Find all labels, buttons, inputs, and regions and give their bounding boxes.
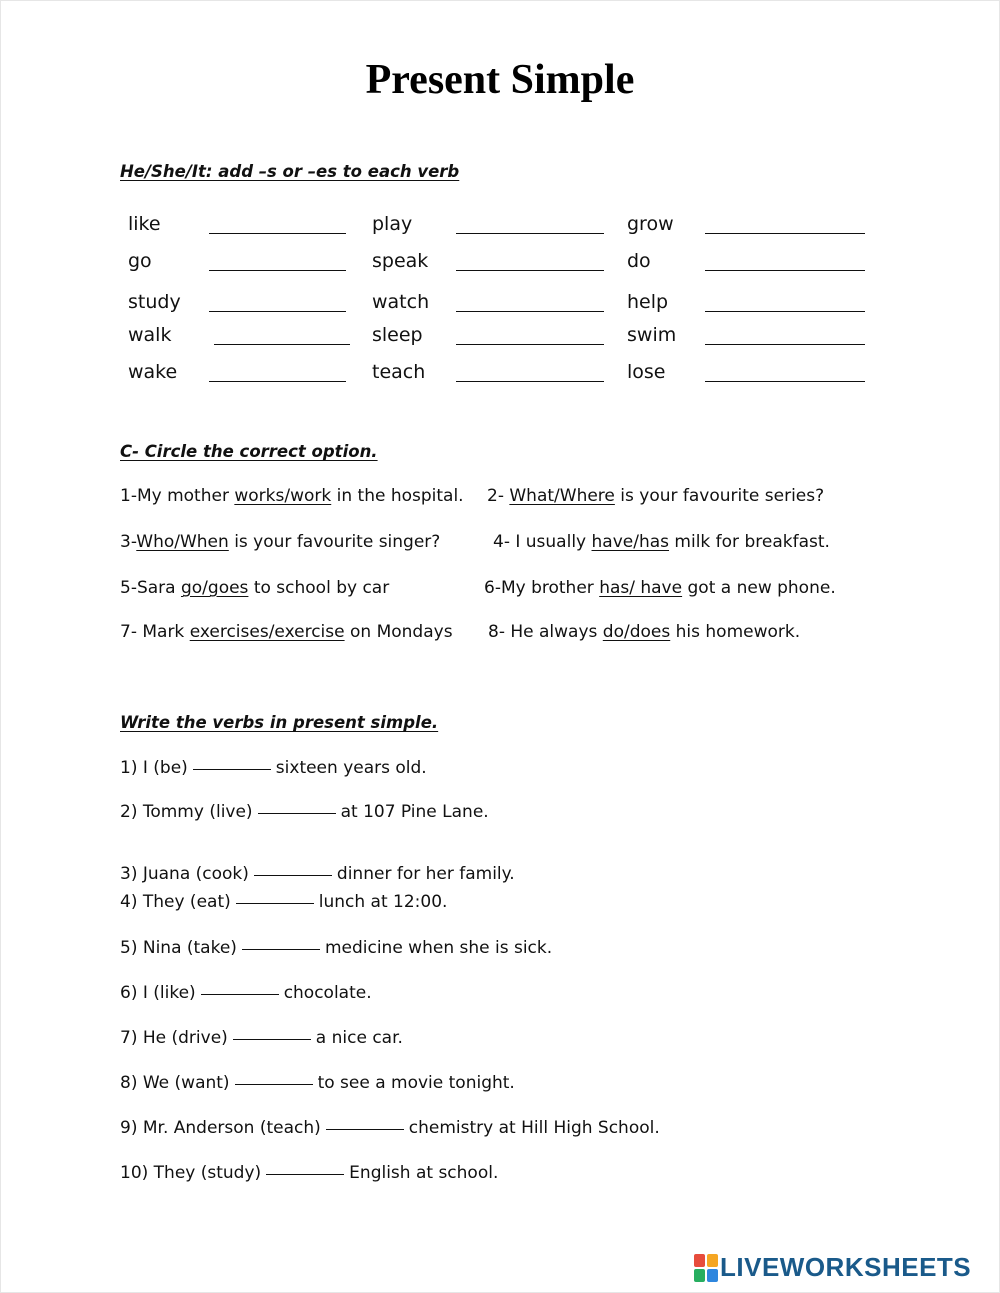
option-item-6-pre: 6-My brother [484,578,600,598]
sentence-2 [120,801,489,823]
verb-sleep: sleep [372,324,423,346]
option-item-2 [487,485,824,507]
option-item-8-choices[interactable]: do/does [602,622,671,642]
option-item-5-choices[interactable]: go/goes [180,578,249,598]
sentence-10-rest: English at school. [349,1163,499,1183]
option-item-3 [120,531,440,553]
sentence-10-prompt: 10) They (study) [120,1163,262,1183]
verb-lose: lose [627,361,666,383]
option-item-2-choices[interactable]: What/Where [509,486,615,506]
sentence-7-blank[interactable] [233,1039,311,1040]
option-item-5 [120,577,389,599]
sentence-8-blank[interactable] [235,1084,313,1085]
sentence-1 [120,757,427,779]
option-item-4-post: milk for breakfast. [669,532,830,552]
option-item-4-pre: 4- I usually [493,532,592,552]
sentence-2-rest: at 107 Pine Lane. [340,802,489,822]
sentence-1-prompt: 1) I (be) [120,758,188,778]
liveworksheets-logo-icon [694,1254,718,1282]
verb-walk: walk [128,324,172,346]
option-item-8-post: his homework. [670,622,801,642]
answer-blank-walk[interactable] [214,344,350,345]
verb-grow: grow [627,213,674,235]
sentence-7 [120,1027,403,1049]
sentence-6 [120,982,372,1004]
liveworksheets-wordmark: LIVEWORKSHEETS [720,1252,972,1282]
answer-blank-play[interactable] [456,233,604,234]
sentence-10 [120,1162,498,1184]
sentence-7-rest: a nice car. [315,1028,403,1048]
sentence-6-rest: chocolate. [283,983,372,1003]
sentence-3-rest: dinner for her family. [336,864,515,884]
answer-blank-go[interactable] [209,270,346,271]
verb-study: study [128,291,181,313]
option-item-1 [120,485,464,507]
answer-blank-sleep[interactable] [456,344,604,345]
option-item-1-choices[interactable]: works/work [234,486,332,506]
sentence-4-blank[interactable] [236,903,314,904]
section2-heading: C- Circle the correct option. [120,442,378,461]
option-item-6-choices[interactable]: has/ have [599,578,683,598]
sentence-2-blank[interactable] [258,813,336,814]
sentence-3-prompt: 3) Juana (cook) [120,864,249,884]
option-item-1-pre: 1-My mother [120,486,235,506]
option-item-7 [120,621,453,643]
option-item-6 [484,577,836,599]
option-item-7-pre: 7- Mark [120,622,190,642]
sentence-8 [120,1072,515,1094]
answer-blank-help[interactable] [705,311,865,312]
sentence-5-blank[interactable] [242,949,320,950]
verb-like: like [128,213,161,235]
verb-go: go [128,250,152,272]
verb-swim: swim [627,324,677,346]
option-item-7-post: on Mondays [344,622,453,642]
sentence-1-blank[interactable] [193,769,271,770]
sentence-9-blank[interactable] [326,1129,404,1130]
option-item-4-choices[interactable]: have/has [591,532,670,552]
section1-heading: He/She/It: add –s or –es to each verb [120,162,460,181]
sentence-6-prompt: 6) I (like) [120,983,196,1003]
verb-teach: teach [372,361,426,383]
option-item-5-pre: 5-Sara [120,578,181,598]
answer-blank-watch[interactable] [456,311,604,312]
answer-blank-swim[interactable] [705,344,865,345]
sentence-2-prompt: 2) Tommy (live) [120,802,253,822]
option-item-7-choices[interactable]: exercises/exercise [189,622,345,642]
option-item-8 [488,621,800,643]
answer-blank-wake[interactable] [209,381,346,382]
answer-blank-grow[interactable] [705,233,865,234]
answer-blank-study[interactable] [209,311,346,312]
section3-heading: Write the verbs in present simple. [120,713,439,732]
sentence-4-rest: lunch at 12:00. [318,892,448,912]
verb-speak: speak [372,250,429,272]
sentence-3 [120,863,515,885]
verb-watch: watch [372,291,430,313]
option-item-8-pre: 8- He always [488,622,603,642]
sentence-7-prompt: 7) He (drive) [120,1028,228,1048]
option-item-4 [493,531,830,553]
sentence-8-rest: to see a movie tonight. [317,1073,515,1093]
sentence-3-blank[interactable] [254,875,332,876]
answer-blank-teach[interactable] [456,381,604,382]
liveworksheets-brand [694,1250,994,1284]
sentence-5-rest: medicine when she is sick. [324,938,553,958]
sentence-4-prompt: 4) They (eat) [120,892,231,912]
sentence-1-rest: sixteen years old. [275,758,427,778]
answer-blank-lose[interactable] [705,381,865,382]
verb-do: do [627,250,651,272]
sentence-9-rest: chemistry at Hill High School. [408,1118,660,1138]
option-item-3-choices[interactable]: Who/When [136,532,229,552]
option-item-1-post: in the hospital. [331,486,464,506]
verb-play: play [372,213,413,235]
sentence-5-prompt: 5) Nina (take) [120,938,237,958]
sentence-8-prompt: 8) We (want) [120,1073,230,1093]
answer-blank-like[interactable] [209,233,346,234]
verb-wake: wake [128,361,178,383]
sentence-5 [120,937,552,959]
sentence-10-blank[interactable] [266,1174,344,1175]
option-item-2-pre: 2- [487,486,510,506]
sentence-9-prompt: 9) Mr. Anderson (teach) [120,1118,321,1138]
option-item-6-post: got a new phone. [682,578,836,598]
sentence-9 [120,1117,660,1139]
option-item-3-pre: 3- [120,532,137,552]
answer-blank-do[interactable] [705,270,865,271]
verb-help: help [627,291,669,313]
option-item-5-post: to school by car [248,578,390,598]
page-title: Present Simple [365,57,635,103]
option-item-2-post: is your favourite series? [614,486,825,506]
answer-blank-speak[interactable] [456,270,604,271]
sentence-6-blank[interactable] [201,994,279,995]
sentence-4 [120,891,447,913]
option-item-3-post: is your favourite singer? [228,532,441,552]
